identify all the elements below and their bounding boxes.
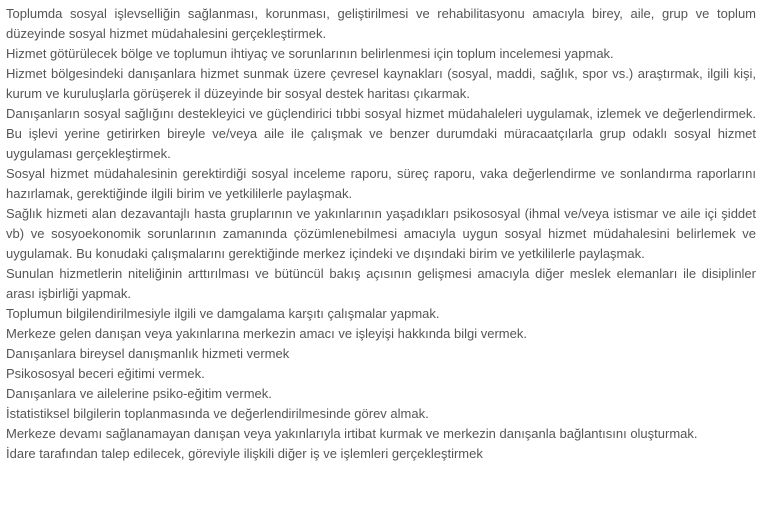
duty-item: Sosyal hizmet müdahalesinin gerektirdiği sosyal inceleme raporu, süreç raporu, vaka değerlendirme ve sonlandırma raporlarını hazırlamak, gerektiğinde ilgili birim ve yetkililerle paylaşmak. — [6, 166, 756, 201]
duty-list — [6, 4, 756, 464]
duty-item: İstatistiksel bilgilerin toplanmasında ve değerlendirilmesinde görev almak. — [6, 406, 429, 421]
duty-item: Merkeze gelen danışan veya yakınlarına merkezin amacı ve işleyişi hakkında bilgi vermek. — [6, 326, 527, 341]
duty-item: Danışanların sosyal sağlığını destekleyici ve güçlendirici tıbbi sosyal hizmet müdahaleleri uygulamak, izlemek ve değerlendirmek. Bu işlevi yerine getirirken bireyle ve/veya aile ile çalışmak ve benzer durumdaki müracaatçılarla grup odaklı sosyal hizmet uygulaması gerçekleştirmek. — [6, 106, 756, 161]
duty-item: Toplumda sosyal işlevselliğin sağlanması, korunması, geliştirilmesi ve rehabilitasyonu amacıyla birey, aile, grup ve toplum düzeyinde sosyal hizmet müdahalesini gerçekleştirmek. — [6, 6, 756, 41]
duty-item: İdare tarafından talep edilecek, göreviyle ilişkili diğer iş ve işlemleri gerçekleştirmek — [6, 446, 483, 461]
duty-item: Hizmet götürülecek bölge ve toplumun ihtiyaç ve sorunlarının belirlenmesi için toplum incelemesi yapmak. — [6, 46, 614, 61]
duty-item: Psikososyal beceri eğitimi vermek. — [6, 366, 205, 381]
duty-item: Toplumun bilgilendirilmesiyle ilgili ve damgalama karşıtı çalışmalar yapmak. — [6, 306, 440, 321]
duty-item: Sunulan hizmetlerin niteliğinin arttırılması ve bütüncül bakış açısının gelişmesi amacıyla diğer meslek elemanları ile disiplinler arası işbirliği yapmak. — [6, 266, 756, 301]
duty-item: Danışanlara ve ailelerine psiko-eğitim vermek. — [6, 386, 272, 401]
duty-item: Merkeze devamı sağlanamayan danışan veya yakınlarıyla irtibat kurmak ve merkezin danışanla bağlantısını oluşturmak. — [6, 426, 698, 441]
duty-item: Hizmet bölgesindeki danışanlara hizmet sunmak üzere çevresel kaynakları (sosyal, maddi, sağlık, spor vs.) araştırmak, ilgili kişi, kurum ve kuruluşlarla görüşerek il düzeyinde bir sosyal destek haritası çıkarmak. — [6, 66, 756, 101]
duty-item: Sağlık hizmeti alan dezavantajlı hasta gruplarının ve yakınlarının yaşadıkları psikososyal (ihmal ve/veya istismar ve aile içi şiddet vb) ve sosyoekonomik sorunlarının zamanında çözümlenebilmesi amacıyla uygun sosyal hizmet müdahalesini belirlemek ve uygulamak. Bu konudaki çalışmalarını gerektiğinde merkez içindeki ve dışındaki birim ve yetkililerle paylaşmak. — [6, 206, 756, 261]
duty-item: Danışanlara bireysel danışmanlık hizmeti vermek — [6, 346, 290, 361]
